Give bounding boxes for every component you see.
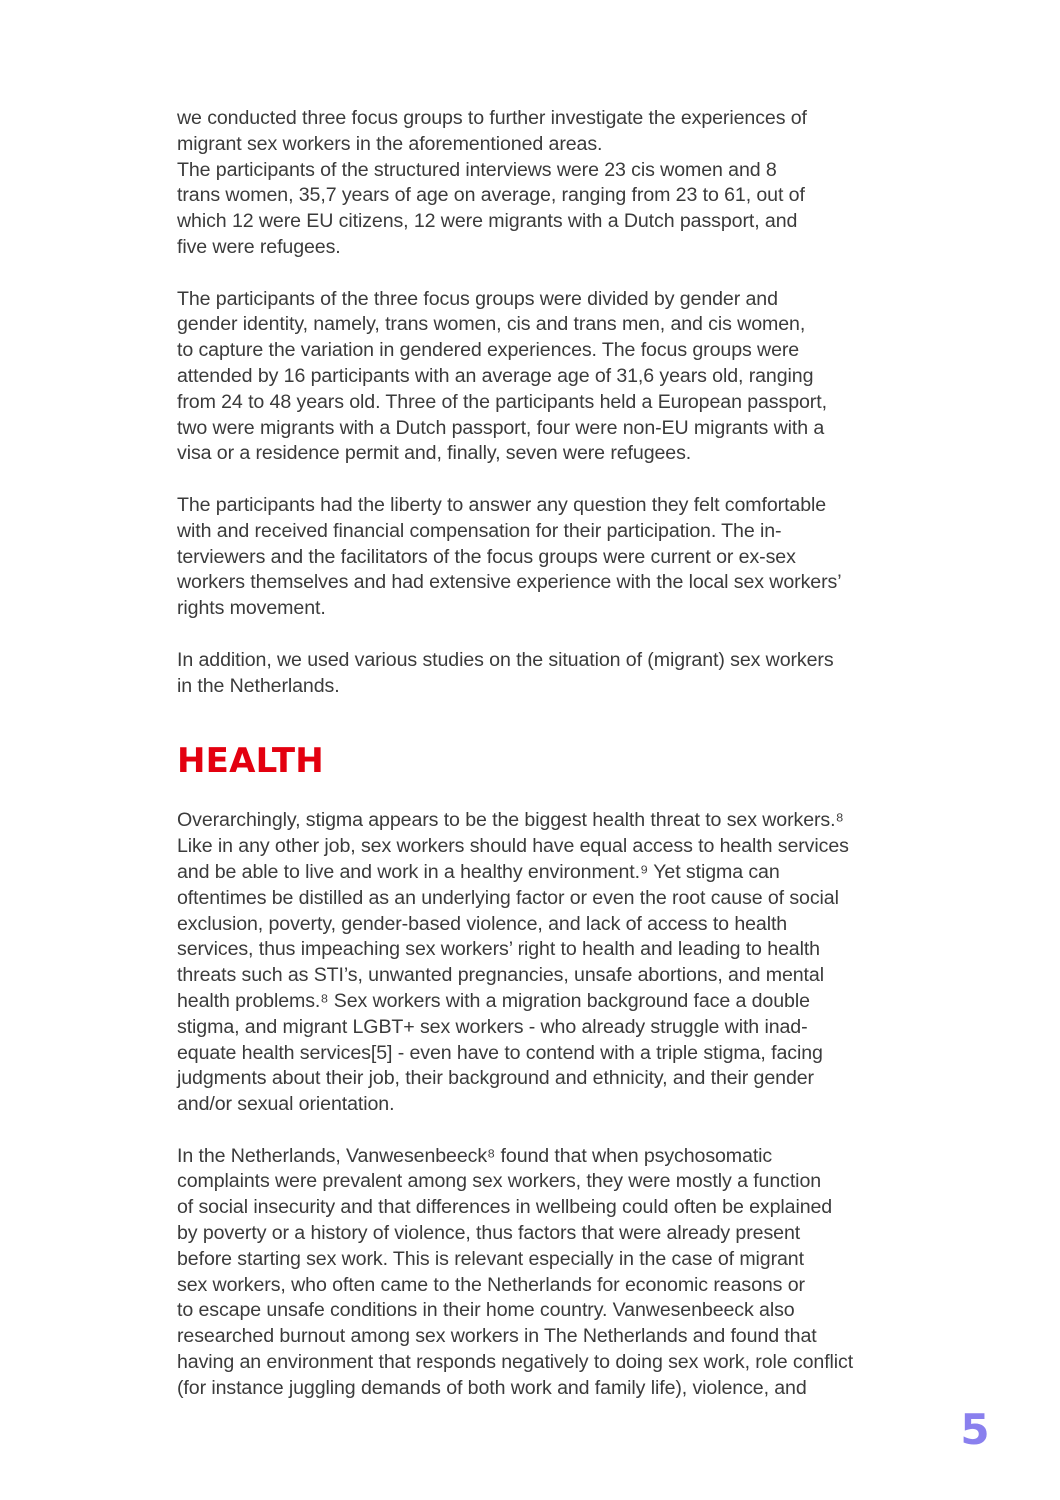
paragraph-gap (177, 622, 889, 648)
page-content (177, 106, 889, 1402)
health-paragraph-2: In the Netherlands, Vanwesenbeeck⁸ found that when psychosomatic complaints were prevalent among sex workers, they were mostly a function of social insecurity and that differences in wellbeing could often be explained by poverty or a history of violence, thus factors that were already present before starting sex work. This is relevant especially in the case of migrant sex workers, who often came to the Netherlands for economic reasons or to escape unsafe conditions in their home country. Vanwesenbeeck also researched burnout among sex workers in The Netherlands and found that having an environment that responds negatively to doing sex work, role conflict (for instance juggling demands of both work and family life), violence, and (177, 1144, 854, 1399)
health-heading: HEALTH (177, 741, 324, 782)
page-number: 5 (960, 1405, 990, 1454)
section-heading-wrap (177, 741, 889, 781)
health-paragraph-1: Overarchingly, stigma appears to be the biggest health threat to sex workers.⁸ Like in any other job, sex workers should have equal access to health services and be able to live and work in a healthy environment.⁹ Yet stigma can oftentimes be distilled as an underlying factor or even the root cause of social exclusion, poverty, gender-based violence, and lack of access to health services, thus impeaching sex workers’ right to health and leading to health threats such as STI’s, unwanted pregnancies, unsafe abortions, and mental health problems.⁸ Sex workers with a migration background face a double stigma, and migrant LGBT+ sex workers - who already struggle with inad- equate health services[5] - even have to contend with a triple stigma, facing judgments about their job, their background and ethnicity, and their gender and/or sexual orientation. (177, 809, 849, 1116)
intro-paragraph-4: In addition, we used various studies on the situation of (migrant) sex workers in the Netherlands. (177, 648, 834, 697)
paragraph-gap (177, 467, 889, 493)
intro-paragraph-1: we conducted three focus groups to further investigate the experiences of migrant sex workers in the aforementioned areas. The participants of the structured interviews were 23 cis women and 8 trans women, 35,7 years of age on average, ranging from 23 to 61, out of which 12 were EU citizens, 12 were migrants with a Dutch passport, and five were refugees. (177, 107, 807, 258)
intro-paragraph-2: The participants of the three focus groups were divided by gender and gender identity, namely, trans women, cis and trans men, and cis women, to capture the variation in gendered experiences. The focus groups were attended by 16 participants with an average age of 31,6 years old, ranging from 24 to 48 years old. Three of the participants held a European passport, two were migrants with a Dutch passport, four were non-EU migrants with a visa or a residence permit and, finally, seven were refugees. (177, 287, 827, 465)
paragraph-gap (177, 261, 889, 287)
paragraph-gap (177, 1118, 889, 1144)
intro-paragraph-3: The participants had the liberty to answer any question they felt comfortable with and received financial compensation for their participation. The in- terviewers and the facilitators of the focus groups were current or ex-sex workers themselves and had extensive experience with the local sex workers’ rights movement. (177, 493, 842, 620)
